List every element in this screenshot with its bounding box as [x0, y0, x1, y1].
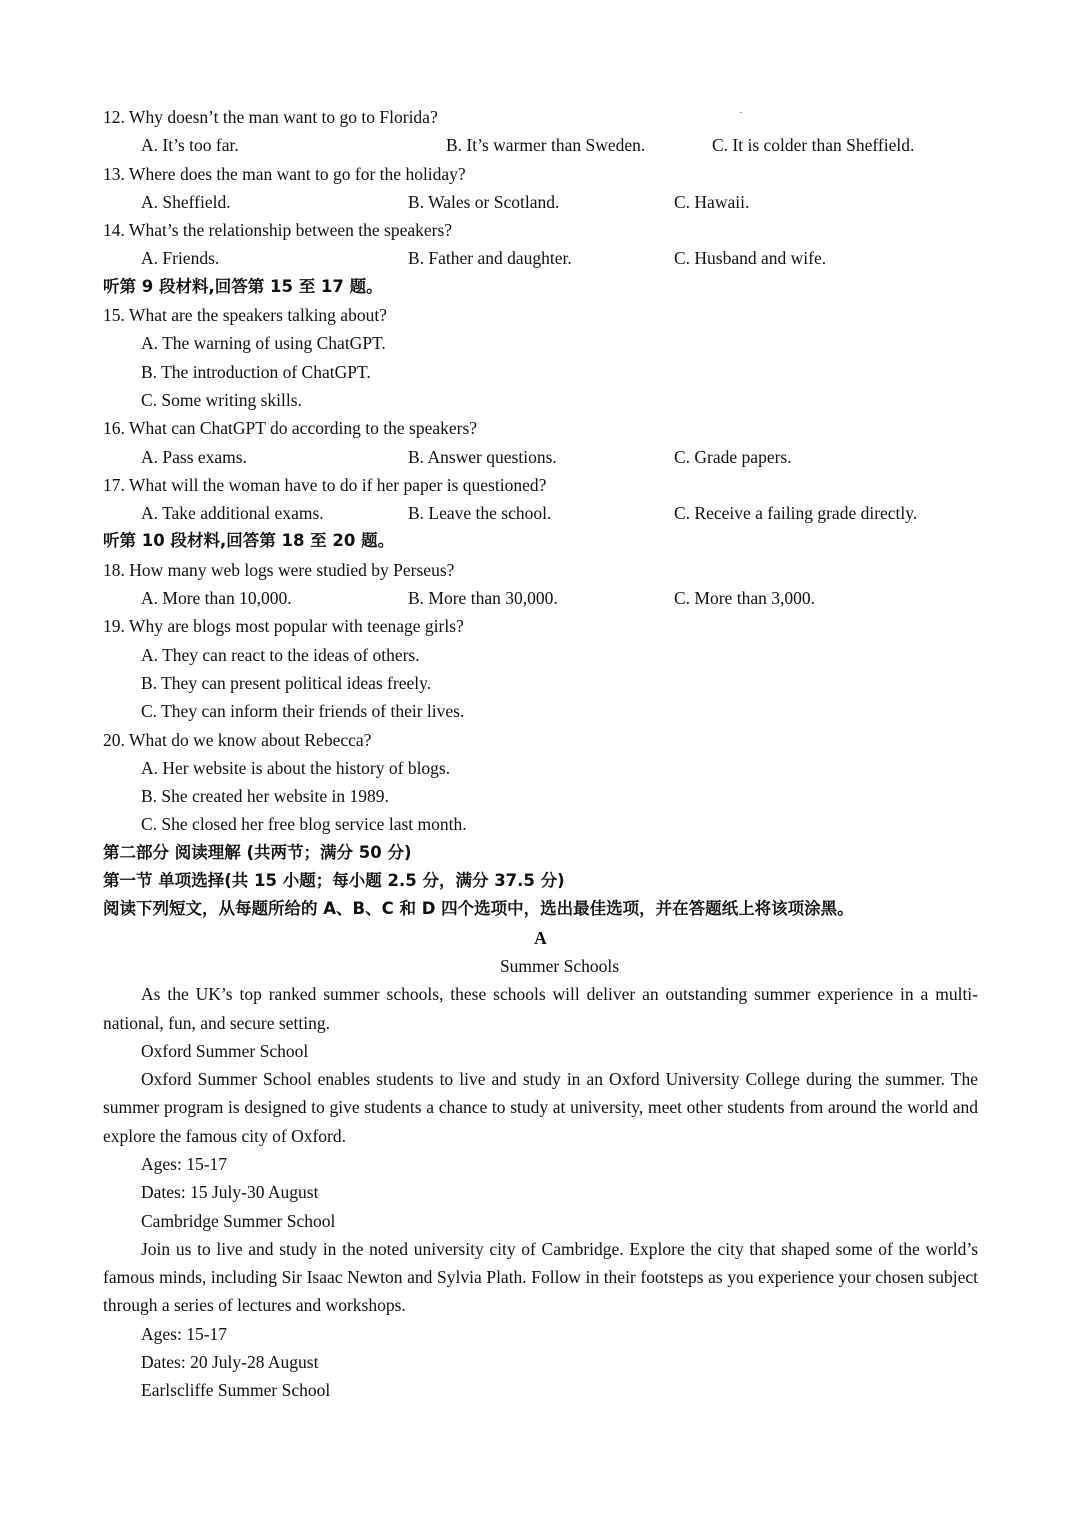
question-16: 16. What can ChatGPT do according to the speakers?: [103, 418, 478, 439]
section-heading-10: 听第 10 段材料,回答第 18 至 20 题。: [103, 531, 395, 551]
question-19: 19. Why are blogs most popular with teenage girls?: [103, 616, 464, 637]
cambridge-ages: Ages: 15-17: [141, 1323, 228, 1344]
option-c: C. Hawaii.: [674, 191, 750, 212]
option-c: C. Husband and wife.: [674, 248, 827, 269]
option-c: C. They can inform their friends of their lives.: [141, 701, 465, 722]
option-b: B. Father and daughter.: [408, 248, 572, 269]
option-a: A. They can react to the ideas of others.: [141, 644, 420, 665]
passage-title: Summer Schools: [499, 955, 620, 976]
question-14: 14. What’s the relationship between the speakers?: [103, 220, 453, 241]
intro-paragraph: As the UK’s top ranked summer schools, these schools will deliver an outstanding summer experience in a multi-national, fun, and secure setting.: [103, 984, 978, 1033]
cambridge-dates: Dates: 20 July-28 August: [141, 1352, 319, 1373]
options-16: [103, 443, 978, 471]
option-a: A. Take additional exams.: [141, 503, 324, 524]
options-14: [103, 244, 978, 272]
part-title: 第二部分 阅读理解 (共两节；满分 50 分): [103, 842, 412, 862]
option-b: B. More than 30,000.: [408, 588, 558, 609]
instruction: 阅读下列短文，从每题所给的 A、B、C 和 D 四个选项中，选出最佳选项，并在答题纸上将该项涂黑。: [103, 899, 854, 919]
oxford-dates: Dates: 15 July-30 August: [141, 1182, 319, 1203]
option-a: A. The warning of using ChatGPT.: [141, 333, 386, 354]
option-c: C. Some writing skills.: [141, 389, 302, 410]
earlscliffe-heading: Earlscliffe Summer School: [141, 1380, 331, 1401]
question-12: 12. Why doesn’t the man want to go to Florida?: [103, 107, 438, 127]
option-b: B. She created her website in 1989.: [141, 786, 389, 807]
question-20: 20. What do we know about Rebecca?: [103, 729, 372, 750]
exam-page: [103, 103, 978, 1405]
passage-letter: A: [534, 927, 547, 948]
options-18: [103, 584, 978, 612]
options-13: [103, 188, 978, 216]
oxford-description: Oxford Summer School enables students to live and study in an Oxford University College during the summer. The summer program is designed to give students a chance to study at university, meet other students from around the world and explore the famous city of Oxford.: [103, 1069, 978, 1146]
option-c: C. More than 3,000.: [674, 588, 815, 609]
option-b: B. They can present political ideas freely.: [141, 672, 432, 693]
cambridge-heading: Cambridge Summer School: [141, 1210, 336, 1231]
options-12: [103, 131, 978, 159]
option-c: C. Grade papers.: [674, 446, 792, 467]
option-b: B. It’s warmer than Sweden.: [446, 135, 646, 156]
option-a: A. Friends.: [141, 248, 220, 269]
option-a: A. It’s too far.: [141, 135, 239, 156]
option-a: A. Pass exams.: [141, 446, 247, 467]
option-b: B. Leave the school.: [408, 503, 552, 524]
question-13: 13. Where does the man want to go for the holiday?: [103, 163, 466, 184]
option-b: B. The introduction of ChatGPT.: [141, 361, 371, 382]
options-17: [103, 499, 978, 527]
oxford-ages: Ages: 15-17: [141, 1153, 228, 1174]
option-a: A. Her website is about the history of blogs.: [141, 757, 451, 778]
question-18: 18. How many web logs were studied by Perseus?: [103, 559, 455, 580]
cambridge-description: Join us to live and study in the noted university city of Cambridge. Explore the city that shaped some of the world’s famous minds, including Sir Isaac Newton and Sylvia Plath. Follow in their footsteps as you experience your chosen subject through a series of lectures and workshops.: [103, 1238, 978, 1316]
option-c: C. Receive a failing grade directly.: [674, 503, 918, 524]
option-a: A. Sheffield.: [141, 191, 231, 212]
option-b: B. Answer questions.: [408, 446, 557, 467]
question-17: 17. What will the woman have to do if her paper is questioned?: [103, 474, 547, 495]
question-15: 15. What are the speakers talking about?: [103, 305, 387, 326]
section-title: 第一节 单项选择(共 15 小题；每小题 2.5 分，满分 37.5 分): [103, 871, 565, 891]
option-c: C. It is colder than Sheffield.: [712, 135, 915, 156]
option-b: B. Wales or Scotland.: [408, 191, 560, 212]
oxford-heading: Oxford Summer School: [141, 1040, 309, 1061]
section-heading-9: 听第 9 段材料,回答第 15 至 17 题。: [103, 276, 383, 296]
option-c: C. She closed her free blog service last month.: [141, 814, 467, 835]
option-a: A. More than 10,000.: [141, 588, 292, 609]
